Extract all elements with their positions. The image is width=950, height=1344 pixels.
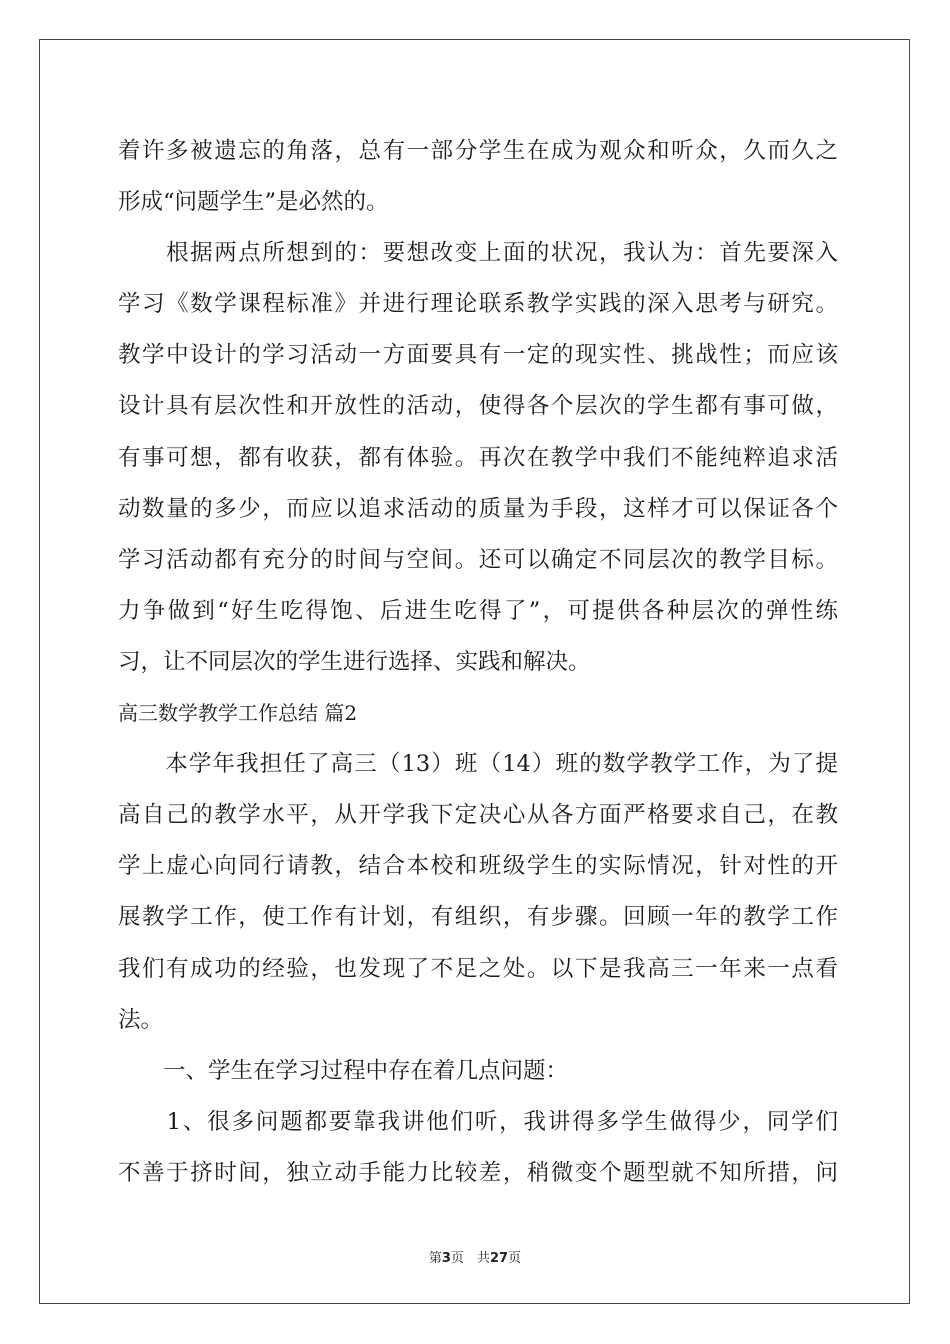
- text-line: 我们有成功的经验，也发现了不足之处。以下是我高三一年来一点看: [118, 955, 838, 982]
- text-line: 不善于挤时间，独立动手能力比较差，稍微变个题型就不知所措，问: [118, 1159, 838, 1186]
- text-line: 本学年我担任了高三（13）班（14）班的数学教学工作，为了提: [118, 751, 838, 778]
- section-heading: 高三数学教学工作总结 篇2: [118, 701, 358, 726]
- text-line: 学习《数学课程标准》并进行理论联系教学实践的深入思考与研究。: [118, 291, 838, 318]
- text-line: 根据两点所想到的：要想改变上面的状况，我认为：首先要深入: [118, 240, 838, 267]
- page-footer: [0, 1247, 950, 1266]
- text-line: 1、很多问题都要靠我讲他们听，我讲得多学生做得少，同学们: [118, 1108, 838, 1135]
- text-line: 学上虚心向同行请教，结合本校和班级学生的实际情况，针对性的开: [118, 853, 838, 880]
- text-line: 展教学工作，使工作有计划，有组织，有步骤。回顾一年的教学工作: [118, 904, 838, 931]
- footer-mid: 页 共: [450, 1251, 490, 1266]
- text-line: 学习活动都有充分的时间与空间。还可以确定不同层次的教学目标。: [118, 546, 838, 573]
- text-line: 习，让不同层次的学生进行选择、实践和解决。: [118, 648, 591, 675]
- text-line: 有事可想，都有收获，都有体验。再次在教学中我们不能纯粹追求活: [118, 444, 838, 471]
- text-line: 高自己的教学水平，从开学我下定决心从各方面严格要求自己，在教: [118, 802, 838, 829]
- footer-prefix: 第: [428, 1251, 442, 1266]
- footer-suffix: 页: [508, 1251, 522, 1266]
- text-line: 形成“问题学生”是必然的。: [118, 189, 389, 216]
- text-line: 教学中设计的学习活动一方面要具有一定的现实性、挑战性；而应该: [118, 342, 838, 369]
- text-line: 设计具有层次性和开放性的活动，使得各个层次的学生都有事可做，: [118, 393, 838, 420]
- document-body: [118, 126, 838, 1199]
- footer-total-pages: 27: [489, 1251, 509, 1266]
- text-line: 着许多被遗忘的角落，总有一部分学生在成为观众和听众，久而久之: [118, 138, 838, 164]
- text-line: 力争做到“好生吃得饱、后进生吃得了”，可提供各种层次的弹性练: [118, 597, 838, 624]
- footer-current-page: 3: [441, 1251, 451, 1266]
- text-line: 一、学生在学习过程中存在着几点问题：: [118, 1057, 569, 1084]
- text-line: 法。: [118, 1006, 164, 1033]
- text-line: 动数量的多少，而应以追求活动的质量为手段，这样才可以保证各个: [118, 495, 838, 522]
